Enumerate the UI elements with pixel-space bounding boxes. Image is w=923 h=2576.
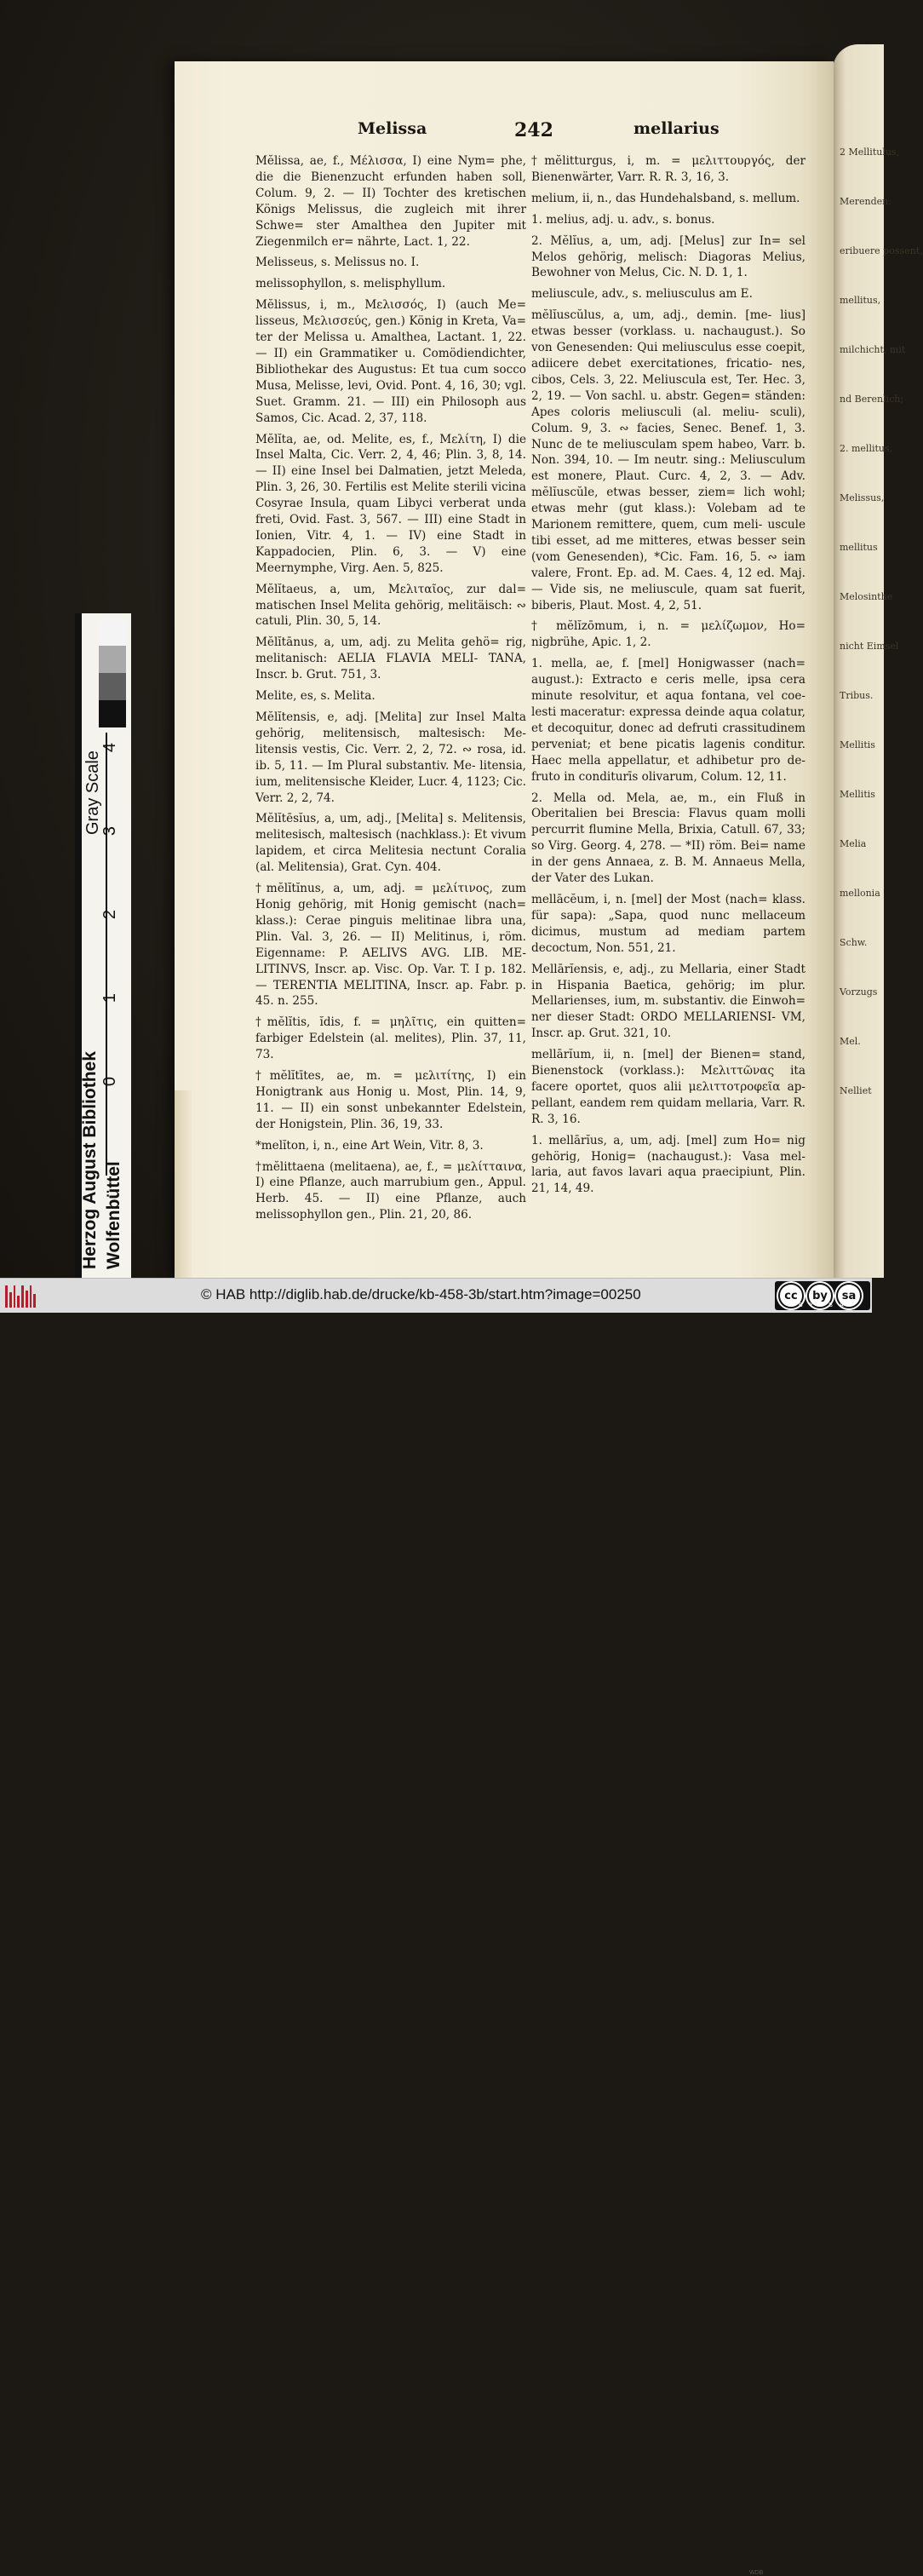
dictionary-entry: 1. melius, adj. u. adv., s. bonus. (531, 212, 715, 227)
dictionary-entry: †mĕlĭtis, ĭdis, f. = μηλῖτις, ein quitten= farbiger Edelstein (al. melites), Plin. 37, 11, 73. (255, 1015, 526, 1062)
gray-scale-label: Gray Scale (83, 750, 102, 835)
library-name-line2: Wolfenbüttel (104, 1161, 123, 1269)
adjacent-page (833, 44, 923, 1278)
adjacent-page-text: Melissus, (840, 492, 885, 503)
dictionary-entry: 2. Mella od. Mela, ae, m., ein Fluß in Oberitalien bei Brescia: Flavus quam molli percurrit flumine Mella, Brixia, Catull. 67, 33; so Virg. Georg. 4, 278. — *II) röm. Bei= name in der gens Annaea, z. B. M. Annaeus Mella, der Vater des Lukan. (531, 791, 805, 886)
dictionary-entry: Mĕlĭtensis, e, adj. [Melita] zur Insel Malta gehörig, melitensisch, maltesisch: Me- litensis vestis, Cic. Verr. 2, 2, 72. ∾ rosa, id. ib. 5, 11. — Im Plural substantiv. Me- litensia, ium, melitensische Kleider, Lucr. 4, 1123; Cic. Verr. 2, 2, 74. (255, 710, 526, 805)
gray-patch (99, 673, 126, 700)
adjacent-page-text: Tribus. (840, 690, 874, 701)
adjacent-page-text: mellitus (840, 542, 878, 553)
logo-bar (33, 1294, 36, 1308)
adjacent-page-text: 2. mellitus, (840, 443, 893, 454)
library-name-line1: Herzog August Bibliothek (80, 1051, 100, 1269)
dictionary-entry: Melisseus, s. Melissus no. I. (255, 256, 420, 270)
ruler-number: 4 (100, 742, 120, 753)
ruler-number: 3 (100, 825, 120, 837)
dictionary-entry: mĕlĭuscŭlus, a, um, adj., demin. [me- lius] etwas besser (vorklass. u. nachaugust.). So von Genesenden: Qui meliusculus esse coepit, adiicere debet exercitationes, fricatio- nes, cibos, Cels. 3, 22. Meliuscula est, Ter. Hec. 3, 2, 19. — Von sachl. u. abstr. Gegen= ständen: Apes coloris meliusculi (al. meliu- sculi), Colum. 9, 3. ∾ facies, Senec. Benef. 1, 3. Nunc de te meliusculam spem habeo, Varr. b. Non. 394, 10. — Im neutr. sing.: Meliusculum est monere, Plaut. Curc. 4, 2, 3. — Adv. mĕlĭuscŭle, etwas besser, ziem= lich wohl; etwas mehr (gut klass.): Volebam ad te Marionem remittere, quem, cum meli- uscule tibi esset, ad me mitteres, etwas besser sein (vom Genesenden), *Cic. Fam. 16, 5. ∾ iam valere, Front. Ep. ad. M. Caes. 4, 12 ed. Maj. — Vide sis, ne meliuscule, quam sat fuerit, biberis, Plaut. Most. 4, 2, 51. (531, 308, 805, 612)
adjacent-page-text: Nelliet (840, 1085, 872, 1096)
adjacent-page-text: Melosinthe (840, 591, 893, 602)
footer-link[interactable]: © HAB http://diglib.hab.de/drucke/kb-458-3b/start.htm?image=00250 (201, 1286, 641, 1302)
dictionary-entry: melium, ii, n., das Hundehalsband, s. mellum. (531, 191, 800, 205)
adjacent-page-text: milchicht, mit (840, 344, 906, 355)
dictionary-entry: †mĕlitturgus, i, m. = μελιττουργός, der Bienenwärter, Varr. R. R. 3, 16, 3. (531, 154, 805, 184)
logo-bar (9, 1292, 12, 1308)
adjacent-page-text: Melia (840, 838, 867, 849)
ruler-number: 0 (100, 1076, 120, 1087)
logo-bar (17, 1296, 20, 1308)
ruler-number: 2 (100, 909, 120, 920)
adjacent-page-text: 2 Mellitulus, (840, 147, 900, 158)
dictionary-entry: meliuscule, adv., s. meliusculus am E. (531, 287, 753, 302)
page-number: 242 (514, 119, 553, 141)
adjacent-page-text: Mel. (840, 1036, 861, 1047)
logo-bar (14, 1285, 16, 1308)
footer-mark: WDB (749, 2570, 764, 2576)
license-sub: BY SA (799, 1302, 851, 1308)
dictionary-entry: Mĕlissa, ae, f., Μέλισσα, I) eine Nym= phe, die die Bienenzucht erfunden haben soll, Colum. 9, 2. — II) Tochter des kretischen Königs Melissus, die zugleich mit ihrer Schwe= ster Amalthea den Jupiter mit Ziegenmilch er= nährte, Lact. 1, 22. (255, 154, 526, 249)
adjacent-page-text: Mellitis (840, 789, 875, 800)
left-column (255, 153, 526, 1228)
dictionary-entry: Mĕlissus, i, m., Μελισσός, I) (auch Me= lisseus, Μελισσεύς, gen.) König in Kreta, Va= ter der Melissa u. Amalthea, Lactant. 1, 22. — II) ein Grammatiker u. Comödiendichter, Bibliothekar des Augustus: Et tua cum socco Musa, Melisse, levi, Ovid. Pont. 4, 16, 30; vgl. Suet. Gramm. 21. — III) ein Philosoph aus Samos, Cic. Acad. 2, 37, 118. (255, 298, 526, 425)
running-head-right: mellarius (633, 119, 719, 138)
adjacent-page-text: eribuere possent, (840, 245, 923, 256)
page-edge (175, 1090, 192, 1278)
by-icon: by (807, 1283, 833, 1308)
dictionary-entry: Mĕlĭta, ae, od. Melite, es, f., Μελίτη, I) die Insel Malta, Cic. Verr. 2, 4, 46; Plin. 3, 8, 14. — II) eine Insel bei Dalmatien, jetzt Meleda, Plin. 3, 26, 30. Fertilis est Melite sterili vicina Cosyrae Insula, quam Libyci verberat unda freti, Ovid. Fast. 3, 567. — III) eine Stadt in Ionien, Vitr. 4, 1. — IV) eine Stadt in Kappadocien, Plin. 6, 3. — V) eine Meernymphe, Virg. Aen. 5, 825. (255, 432, 526, 575)
dictionary-entry: Melite, es, s. Melita. (255, 689, 376, 704)
gray-patch (99, 618, 126, 646)
adjacent-page-text: Vorzugs (840, 986, 878, 998)
dictionary-entry: 1. mella, ae, f. [mel] Honigwasser (nach= august.): Extracto e ceris melle, ipsa cera minute resolvitur, et aqua fontana, vel coe- lesti maceratur: expressa deinde aqua colatur, et decoquitur, donec ad defruti crassitudinem perveniat; et bene picatis lagenis conditur. Haec mella appellatur, et adhibetur pro de- fruto in conditurīs olivarum, Colum. 12, 11. (531, 657, 805, 784)
adjacent-page-text: mellonia (840, 888, 880, 899)
adjacent-page-text: nicht Eimsel (840, 641, 899, 652)
dictionary-entry: † mĕlĭzōmum, i, n. = μελίζωμον, Ho= nigbrühe, Apic. 1, 2. (531, 619, 805, 650)
dictionary-entry: 2. Mĕlĭus, a, um, adj. [Melus] zur In= sel Melos gehörig, melisch: Diagoras Melius, Bewohner von Melus, Cic. N. D. 1, 1. (531, 233, 805, 280)
dictionary-entry: †mĕlĭtītes, ae, m. = μελιτίτης, I) ein Honigtrank aus Honig u. Most, Plin. 14, 9, 11. — II) ein sonst unbekannter Edelstein, der Honigstein, Plin. 36, 19, 33. (255, 1069, 526, 1131)
dictionary-entry: Mĕlĭtēsĭus, a, um, adj., [Melita] s. Melitensis, melitesisch, maltesisch (nachklass.): Et vivum lapidem, et circa Melitesia nectunt Coralia (al. Melitensia), Grat. Cyn. 404. (255, 812, 526, 875)
sa-icon: sa (836, 1283, 862, 1308)
logo-bar (21, 1285, 24, 1308)
running-head-left: Melissa (358, 119, 427, 138)
dictionary-entry: mellārĭum, ii, n. [mel] der Bienen= stand, Bienenstock (vorklass.): Μελιττῶνας ita facere oportet, quos alii μελιττοτροφεῖα ap- pellant, eandem rem quidam mellaria, Varr. R. R. 3, 16. (531, 1048, 805, 1126)
dictionary-entry: mellācĕum, i, n. [mel] der Most (nach= klass. für sapa): „Sapa, quod nunc mellaceum dicimus, mustum ad mediam partem decoctum, Non. 551, 21. (531, 892, 805, 955)
adjacent-page-text: Mellitis (840, 739, 875, 750)
logo-bar (30, 1285, 32, 1308)
dictionary-entry: 1. mellārĭus, a, um, adj. [mel] zum Ho= nig gehörig, Honig= (nachaugust.): Vasa mel- laria, aut favos lavari aqua praecipiunt, Plin. 21, 14, 49. (531, 1133, 805, 1196)
adjacent-page-text: Schw. (840, 937, 868, 948)
gray-patch (99, 646, 126, 673)
ruler-number: 1 (100, 992, 120, 1003)
dictionary-entry: melissophyllon, s. melisphyllum. (255, 277, 446, 291)
adjacent-page-text: Merenden: (840, 196, 891, 207)
dictionary-entry: *melĭton, i, n., eine Art Wein, Vitr. 8, 3. (255, 1138, 484, 1153)
gray-patches (99, 618, 126, 729)
gray-patch (99, 700, 126, 727)
cc-icon: cc (778, 1283, 804, 1308)
footer-bar (0, 1278, 872, 2576)
adjacent-page-text: nd Berenlich; (840, 394, 904, 405)
adjacent-page-text: mellitus, (840, 295, 881, 306)
dictionary-entry: †mĕlĭtĭnus, a, um, adj. = μελίτινος, zum Honig gehörig, mit Honig gemischt (nach= klass.): Cerae pinguis melitinae libra una, Plin. Val. 3, 26. — II) Melitinus, i, röm. Eigenname: P. AELIVS AVG. LIB. ME- LITINVS, Inscr. ap. Visc. Op. Var. T. I p. 182. — TERENTIA MELITINA, Inscr. ap. Fabr. p. 45. n. 255. (255, 882, 526, 1009)
library-name (78, 988, 129, 1269)
logo-bar (5, 1285, 8, 1308)
logo-bar (26, 1291, 28, 1308)
color-scale-strip (75, 613, 131, 1278)
right-column (531, 153, 805, 1202)
dictionary-entry: Mellārĭensis, e, adj., zu Mellaria, einer Stadt in Hispania Baetica, gehörig; im plur. Mellarienses, ium, m. substantiv. die Einwoh= ner dieser Stadt: ORDO MELLARIENSI- VM, Inscr. ap. Grut. 321, 10. (531, 962, 805, 1041)
dictionary-entry: Mĕlĭtānus, a, um, adj. zu Melita gehö= rig, melitanisch: AELIA FLAVIA MELI- TANA, Inscr. b. Grut. 751, 3. (255, 635, 526, 682)
dictionary-entry: Mĕlĭtaeus, a, um, Μελιταῖος, zur dal= matischen Insel Melita gehörig, melitäisch: ∾ catuli, Plin. 30, 5, 14. (255, 582, 526, 629)
dictionary-entry: †mĕlittaena (melitaena), ae, f., = μελίτταινα, I) eine Pflanze, auch marrubium gen., Appul. Herb. 45. — II) eine Pflanze, auch melissophyllon gen., Plin. 21, 20, 86. (255, 1159, 526, 1222)
hab-logo-icon (5, 1284, 36, 1308)
